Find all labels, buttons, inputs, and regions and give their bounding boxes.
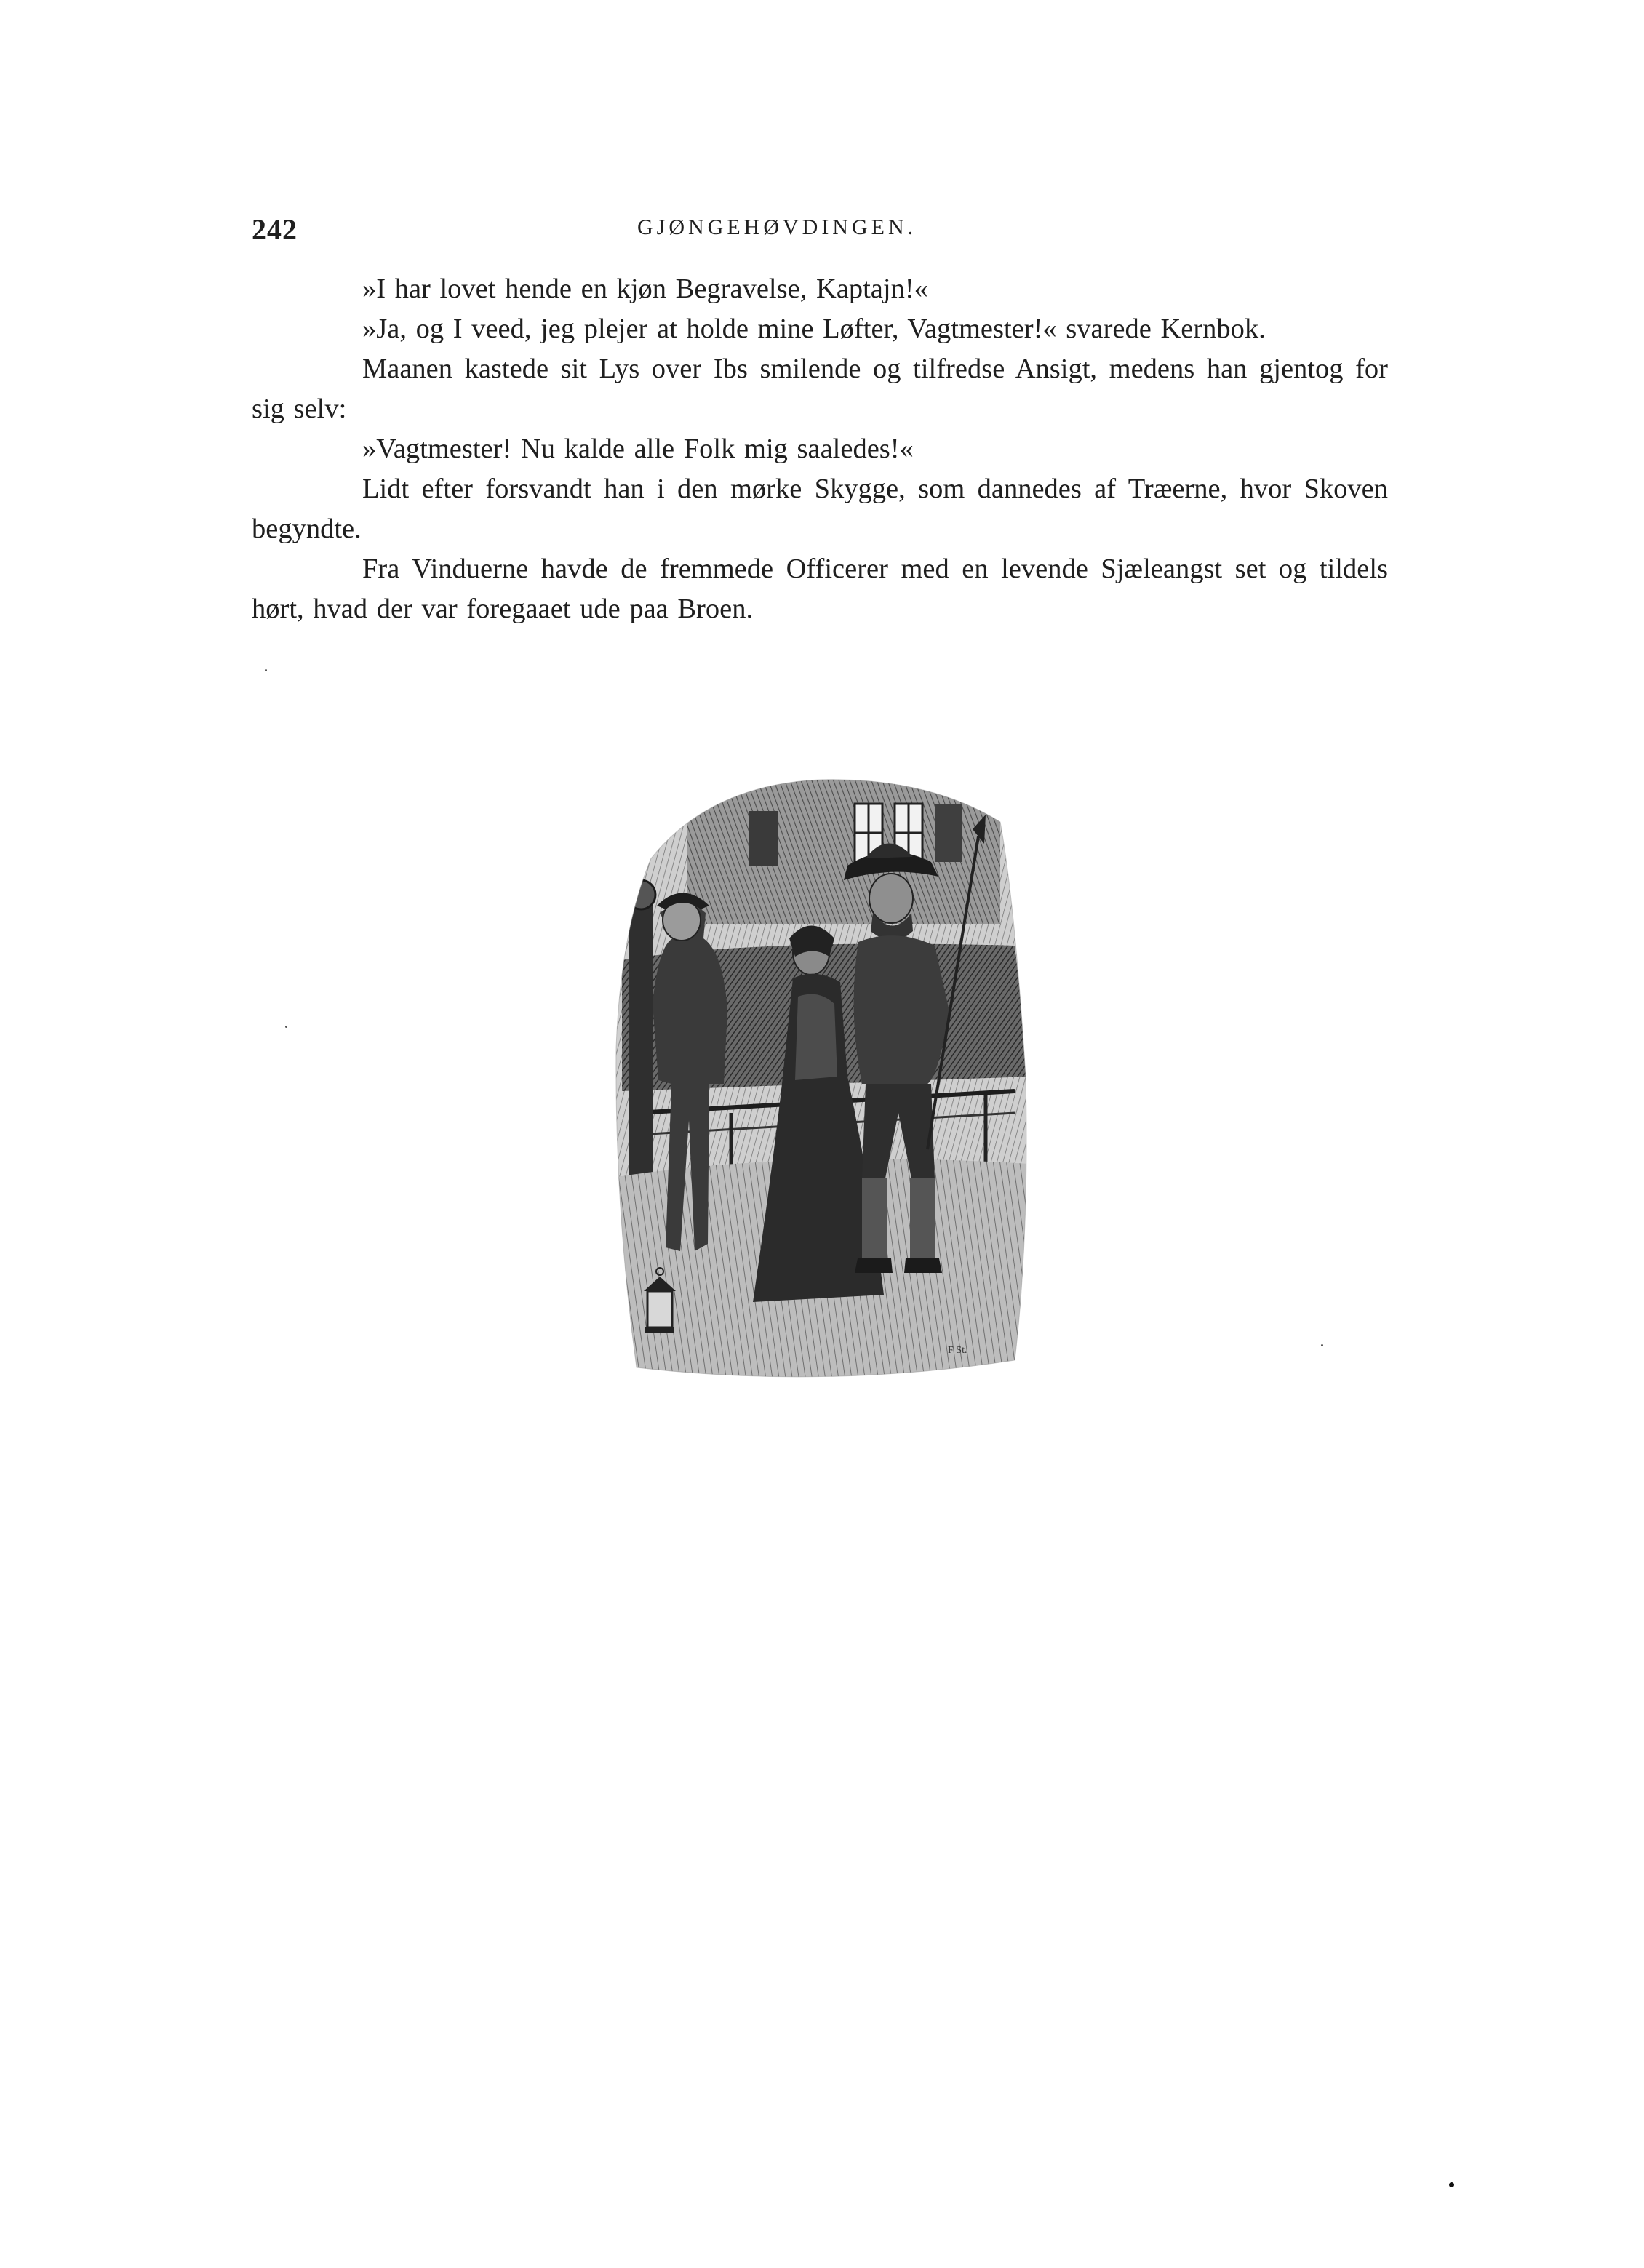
paragraph: Fra Vinduerne havde de fremmede Officerer med en levende Sjæleangst set og tildels hørt, hvad der var foregaaet ude paa Broen. (252, 554, 1388, 624)
engraving-illustration (607, 771, 1029, 1382)
body-text (252, 269, 1388, 629)
paper-speck (1449, 2182, 1454, 2187)
page-number: 242 (252, 213, 298, 246)
paragraph: »I har lovet hende en kjøn Begravelse, Kaptajn!« (362, 273, 928, 304)
paper-speck (1321, 1344, 1323, 1346)
illustration-svg (607, 771, 1029, 1382)
paragraph: Lidt efter forsvandt han i den mørke Skygge, som dannedes af Træerne, hvor Skoven begyndte. (252, 474, 1388, 544)
paper-speck (265, 669, 267, 671)
running-head (252, 212, 1388, 249)
running-title: GJØNGEHØVDINGEN. (637, 215, 917, 239)
paragraph: »Vagtmester! Nu kalde alle Folk mig saaledes!« (362, 434, 914, 464)
paragraph: Maanen kastede sit Lys over Ibs smilende og tilfredse Ansigt, medens han gjentog for sig selv: (252, 354, 1388, 424)
illustration-signature: F St. (948, 1345, 967, 1356)
paper-speck (285, 1026, 287, 1028)
paragraph: »Ja, og I veed, jeg plejer at holde mine Løfter, Vagtmester!« svarede Kernbok. (362, 314, 1266, 344)
